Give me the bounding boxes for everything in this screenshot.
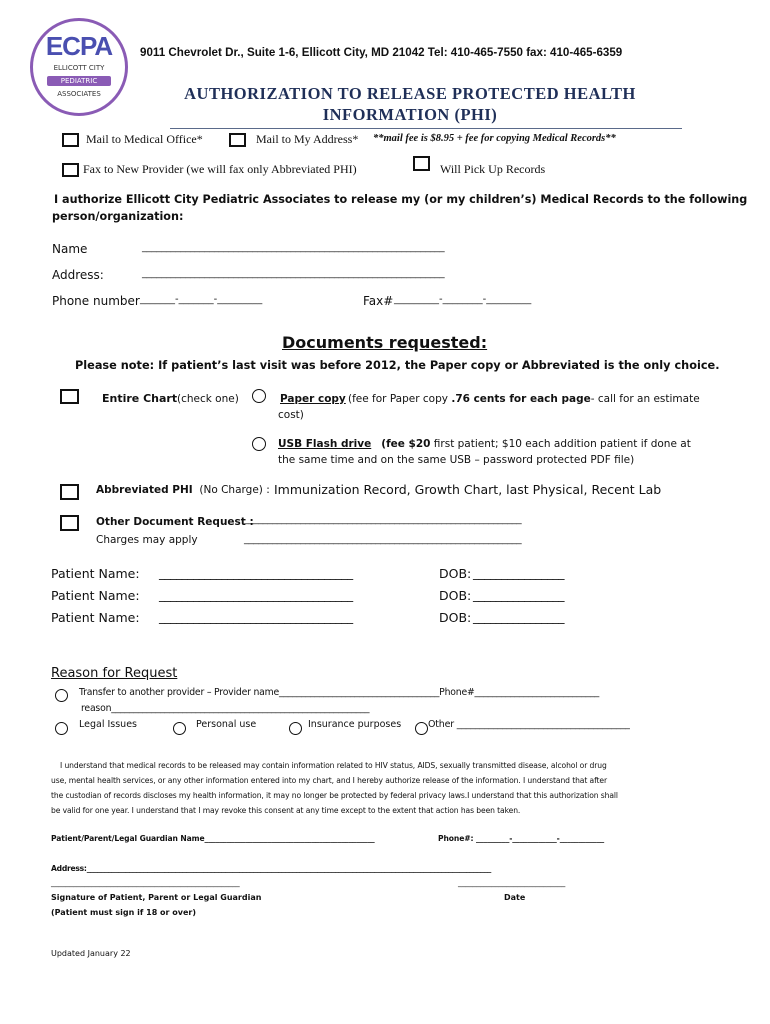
logo-line-3: ASSOCIATES <box>57 90 101 98</box>
abbrev-items: Immunization Record, Growth Chart, last Physical, Recent Lab <box>274 482 662 497</box>
address-field[interactable]: _______________________________________________________________ <box>142 268 445 279</box>
other-doc-label: Other Document Request : <box>96 516 254 528</box>
signature-line[interactable]: ___________________________________________________ <box>51 878 240 887</box>
logo-letters: ECPA <box>45 31 113 61</box>
personal-use-radio[interactable] <box>173 722 186 735</box>
transfer-label: Transfer to another provider – Provider name____________________________________Phone#____________________________ <box>79 687 600 698</box>
mail-fee-note: **mail fee is $8.95 + fee for copying Medical Records** <box>373 133 616 144</box>
fax-field[interactable]: _________-________-_________ <box>394 294 532 305</box>
date-line[interactable]: _____________________________ <box>458 878 566 887</box>
consent-line-4: be valid for one year. I understand that I may revoke this consent at any time except to the extent that action has been taken. <box>51 806 521 815</box>
entire-chart-checkbox[interactable] <box>60 389 79 404</box>
other-doc-checkbox[interactable] <box>60 515 79 531</box>
documents-note: Please note: If patient’s last visit was before 2012, the Paper copy or Abbreviated is the only choice. <box>75 359 720 372</box>
paper-fee-prefix: (fee for Paper copy <box>348 393 452 405</box>
paper-fee-line-2: cost) <box>278 409 304 421</box>
insurance-radio[interactable] <box>289 722 302 735</box>
patient-name-label: Patient Name: <box>51 588 140 603</box>
paper-fee <box>348 393 700 405</box>
updated-note: Updated January 22 <box>51 949 131 958</box>
documents-heading: Documents requested: <box>282 333 488 352</box>
patient-name-label: Patient Name: <box>51 610 140 625</box>
fax-provider-label: Fax to New Provider (we will fax only Abbreviated PHI) <box>83 162 357 176</box>
page-title-line-1: AUTHORIZATION TO RELEASE PROTECTED HEALTH <box>184 84 636 103</box>
legal-issues-radio[interactable] <box>55 722 68 735</box>
usb-label: USB Flash drive <box>278 438 372 450</box>
patient-row-3 <box>51 610 631 628</box>
patient-name-label: Patient Name: <box>51 566 140 581</box>
other-reason-radio[interactable] <box>415 722 428 735</box>
date-label: Date <box>504 893 526 902</box>
transfer-radio[interactable] <box>55 689 68 702</box>
pick-up-checkbox[interactable] <box>413 156 430 171</box>
logo-line-2: PEDIATRIC <box>47 76 111 86</box>
mail-address-checkbox[interactable] <box>229 133 246 147</box>
patient-row-2 <box>51 588 631 606</box>
abbrev-row <box>96 484 270 496</box>
usb-line-2: the same time and on the same USB – password protected PDF file) <box>278 454 635 466</box>
patient-name-field[interactable]: __________________________________ <box>159 588 353 602</box>
abbrev-checkbox[interactable] <box>60 484 79 500</box>
other-reason-label: Other ______________________________________ <box>428 719 630 730</box>
reason-heading: Reason for Request <box>51 666 178 681</box>
consent-line-1: I understand that medical records to be released may contain information related to HIV status, AIDS, sexually transmitted disease, alcohol or drug <box>60 761 607 770</box>
abbrev-charge: (No Charge) : <box>199 484 270 496</box>
usb-fee: (fee $20 <box>381 438 431 450</box>
paper-fee-suffix: - call for an estimate <box>590 393 700 405</box>
dob-field[interactable]: ________________ <box>473 610 565 624</box>
charges-note: Charges may apply <box>96 534 198 546</box>
dob-label: DOB: <box>439 566 472 581</box>
usb-fee-rest: first patient; $10 each addition patient if done at <box>430 438 691 450</box>
guardian-address-field[interactable]: Address:__________________________________________________________________________________________________________________ <box>51 864 492 873</box>
authorize-text-1: I authorize Ellicott City Pediatric Associates to release my (or my children’s) Medical Records to the following <box>54 193 748 206</box>
mail-office-checkbox[interactable] <box>62 133 79 147</box>
mail-office-label: Mail to Medical Office* <box>86 132 203 146</box>
fax-provider-checkbox[interactable] <box>62 163 79 177</box>
usb-row <box>278 438 691 450</box>
title-rule <box>170 128 682 129</box>
phone-field[interactable]: _______-_______-_________ <box>140 294 263 305</box>
dob-label: DOB: <box>439 588 472 603</box>
fax-label: Fax# <box>363 294 394 308</box>
name-label: Name <box>52 242 88 256</box>
personal-use-label: Personal use <box>196 719 257 730</box>
dob-label: DOB: <box>439 610 472 625</box>
consent-line-2: use, mental health services, or any other information entered into my chart, and I hereby authorize release of the information. I understand that after <box>51 776 608 785</box>
consent-line-3: the custodian of records discloses my health information, it may no longer be protected by federal privacy laws.I understand that this authorization shall <box>51 791 618 800</box>
legal-issues-label: Legal Issues <box>79 719 137 730</box>
other-doc-field-1[interactable]: ___________________________________________________________ <box>244 514 522 525</box>
dob-field[interactable]: ________________ <box>473 588 565 602</box>
page-title-line-2: INFORMATION (PHI) <box>322 105 498 124</box>
pick-up-label: Will Pick Up Records <box>440 162 546 176</box>
abbrev-label: Abbreviated PHI <box>96 484 193 496</box>
paper-copy-label: Paper copy <box>280 393 346 405</box>
mail-address-label: Mail to My Address* <box>256 132 359 146</box>
patient-row-1 <box>51 566 631 584</box>
practice-logo <box>30 18 128 116</box>
logo-line-1: ELLICOTT CITY <box>53 64 105 72</box>
insurance-label: Insurance purposes <box>308 719 402 730</box>
check-one-note: (check one) <box>177 393 239 405</box>
address-label: Address: <box>52 268 104 282</box>
guardian-name-field[interactable]: Patient/Parent/Legal Guardian Name______________________________________________ <box>51 834 375 843</box>
dob-field[interactable]: ________________ <box>473 566 565 580</box>
paper-copy-radio[interactable] <box>252 389 266 403</box>
name-field[interactable]: _______________________________________________________________ <box>142 242 445 253</box>
phone-label: Phone number <box>52 294 140 308</box>
guardian-phone-field[interactable]: Phone#: _________-____________-____________ <box>438 834 605 843</box>
reason-field[interactable]: reason__________________________________________________________ <box>81 703 370 714</box>
paper-fee-rate: .76 cents for each page <box>451 393 591 405</box>
patient-name-field[interactable]: __________________________________ <box>159 566 353 580</box>
patient-name-field[interactable]: __________________________________ <box>159 610 353 624</box>
signature-note: (Patient must sign if 18 or over) <box>51 908 197 917</box>
other-doc-field-2[interactable]: ___________________________________________________________ <box>244 534 522 545</box>
usb-radio[interactable] <box>252 437 266 451</box>
entire-chart-label: Entire Chart <box>102 392 178 405</box>
authorize-text-2: person/organization: <box>52 210 184 223</box>
header-address: 9011 Chevrolet Dr., Suite 1-6, Ellicott City, MD 21042 Tel: 410-465-7550 fax: 410-465-6359 <box>140 46 623 59</box>
signature-label: Signature of Patient, Parent or Legal Guardian <box>51 893 262 902</box>
